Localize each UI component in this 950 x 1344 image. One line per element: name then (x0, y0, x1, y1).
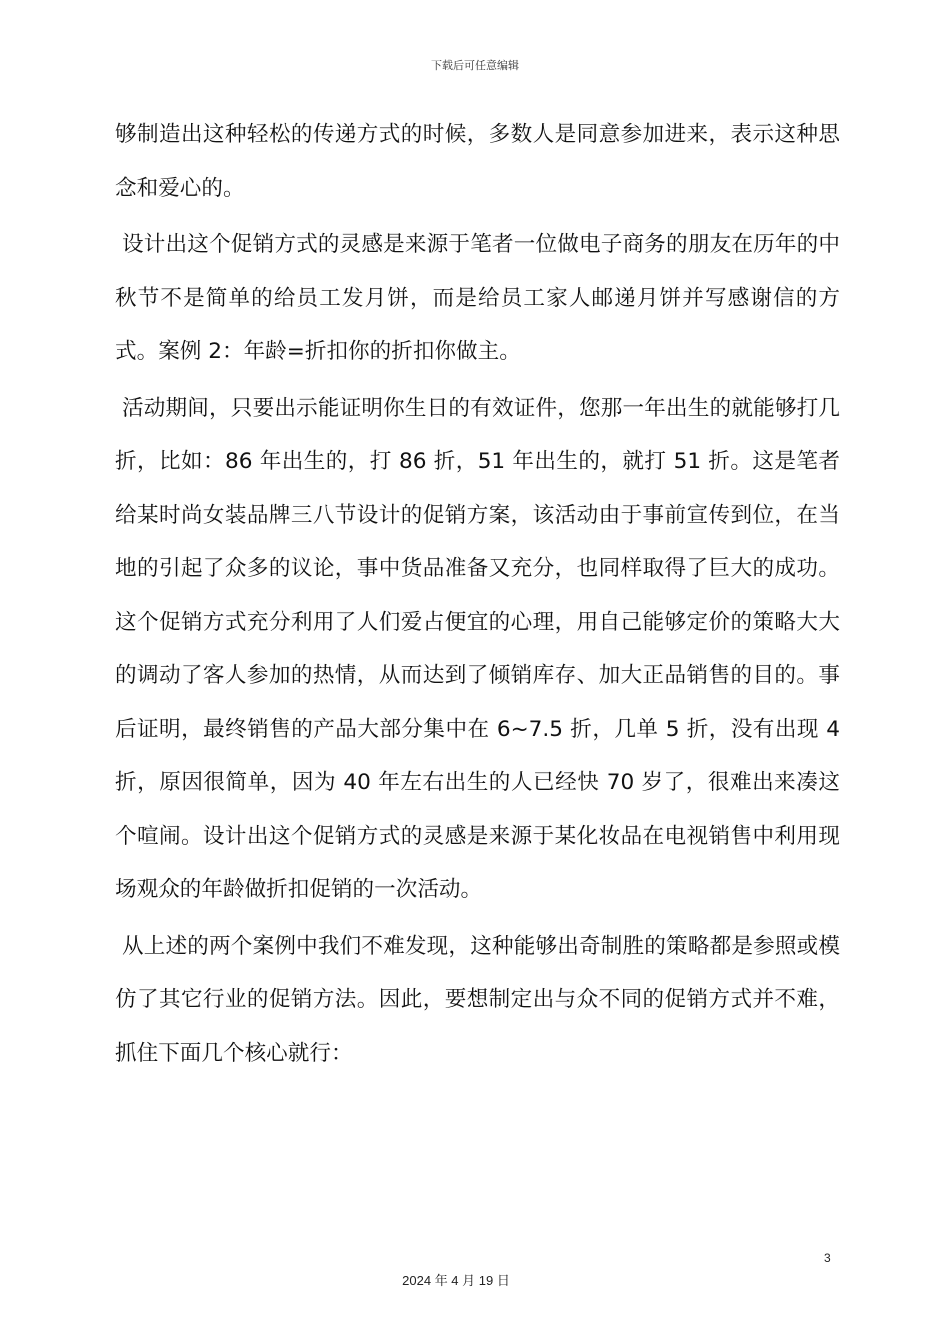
header-note: 下载后可任意编辑 (431, 59, 519, 72)
paragraph-1: 够制造出这种轻松的传递方式的时候，多数人是同意参加进来，表示这种思念和爱心的。 (115, 122, 840, 201)
page-number: 3 (824, 1251, 831, 1265)
paragraph-4: 从上述的两个案例中我们不难发现，这种能够出奇制胜的策略都是参照或模仿了其它行业的促销方法。因此，要想制定出与众不同的促销方式并不难，抓住下面几个核心就行： (115, 933, 840, 1066)
paragraph-3: 活动期间，只要出示能证明你生日的有效证件，您那一年出生的就能够打几折，比如：86 年出生的，打 86 折，51 年出生的，就打 51 折。这是笔者给某时尚女装品牌三八节设计的促销方案，该活动由于事前宣传到位，在当地的引起了众多的议论，事中货品准备又充分，也同样取得了巨大的成功。这个促销方式充分利用了人们爱占便宜的心理，用自己能够定价的策略大大的调动了客人参加的热情，从而达到了倾销库存、加大正品销售的目的。事后证明，最终销售的产品大部分集中在 6~7.5 折，几单 5 折，没有出现 4 折，原因很简单，因为 40 年左右出生的人已经快 70 岁了，很难出来凑这个喧闹。设计出这个促销方式的灵感是来源于某化妆品在电视销售中利用现场观众的年龄做折扣促销的一次活动。 (115, 395, 840, 902)
paragraph-2: 设计出这个促销方式的灵感是来源于笔者一位做电子商务的朋友在历年的中秋节不是简单的给员工发月饼，而是给员工家人邮递月饼并写感谢信的方式。案例 2：年龄=折扣你的折扣你做主。 (115, 232, 840, 364)
body-text (115, 108, 840, 1080)
footer-date: 2024 年 4 月 19 日 (402, 1273, 510, 1288)
